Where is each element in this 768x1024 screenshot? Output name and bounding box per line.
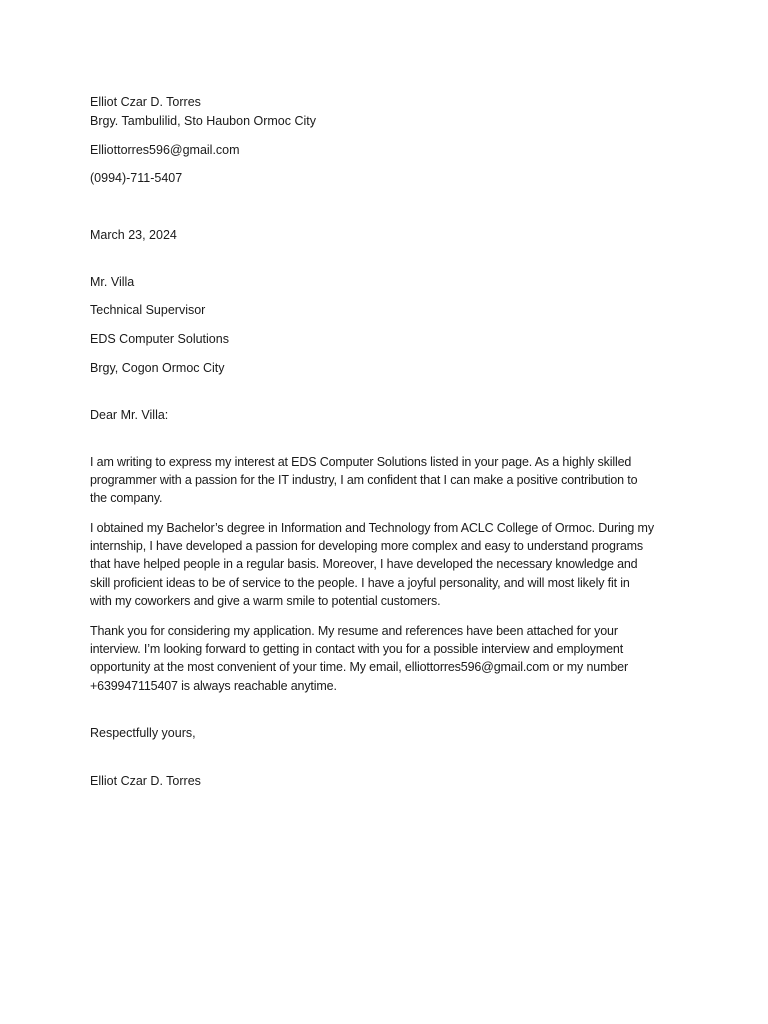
paragraph-line: skill proficient ideas to be of service to the people. I have a joyful personality, and will most likely fit in — [90, 575, 630, 590]
signature-name: Elliot Czar D. Torres — [90, 774, 201, 788]
sender-name: Elliot Czar D. Torres — [90, 95, 201, 109]
body-paragraph-1 — [90, 453, 680, 508]
paragraph-line: that have helped people in a regular basis. Moreover, I have developed the necessary knowledge and — [90, 557, 638, 572]
recipient-title: Technical Supervisor — [90, 303, 206, 317]
paragraph-line: interview. I’m looking forward to getting in contact with you for a possible interview and employment — [90, 642, 624, 657]
paragraph-line: I am writing to express my interest at EDS Computer Solutions listed in your page. As a highly skilled — [90, 455, 632, 469]
closing: Respectfully yours, — [90, 726, 196, 740]
sender-phone: (0994)-711-5407 — [90, 171, 183, 185]
sender-email: Elliottorres596@gmail.com — [90, 143, 240, 157]
body-paragraph-3 — [90, 622, 680, 695]
recipient-company: EDS Computer Solutions — [90, 332, 229, 346]
sender-address: Brgy. Tambulilid, Sto Haubon Ormoc City — [90, 114, 317, 128]
paragraph-line: opportunity at the most convenient of your time. My email, elliottorres596@gmail.com or my number — [90, 660, 628, 675]
recipient-name: Mr. Villa — [90, 275, 135, 289]
paragraph-line: with my coworkers and give a warm smile to potential customers. — [90, 593, 441, 608]
body-paragraph-2 — [90, 519, 680, 610]
paragraph-line: +639947115407 is always reachable anytime. — [90, 678, 337, 693]
paragraph-line: programmer with a passion for the IT industry, I am confident that I can make a positive contribution to — [90, 473, 638, 488]
salutation: Dear Mr. Villa: — [90, 408, 169, 422]
paragraph-line: internship, I have developed a passion for developing more complex and easy to understand programs — [90, 539, 644, 554]
recipient-address: Brgy, Cogon Ormoc City — [90, 361, 225, 375]
paragraph-line: I obtained my Bachelor’s degree in Information and Technology from ACLC College of Ormoc. During my — [90, 521, 654, 535]
letter-date: March 23, 2024 — [90, 228, 177, 242]
paragraph-line: the company. — [90, 491, 163, 506]
paragraph-line: Thank you for considering my application. My resume and references have been attached for your — [90, 624, 618, 638]
